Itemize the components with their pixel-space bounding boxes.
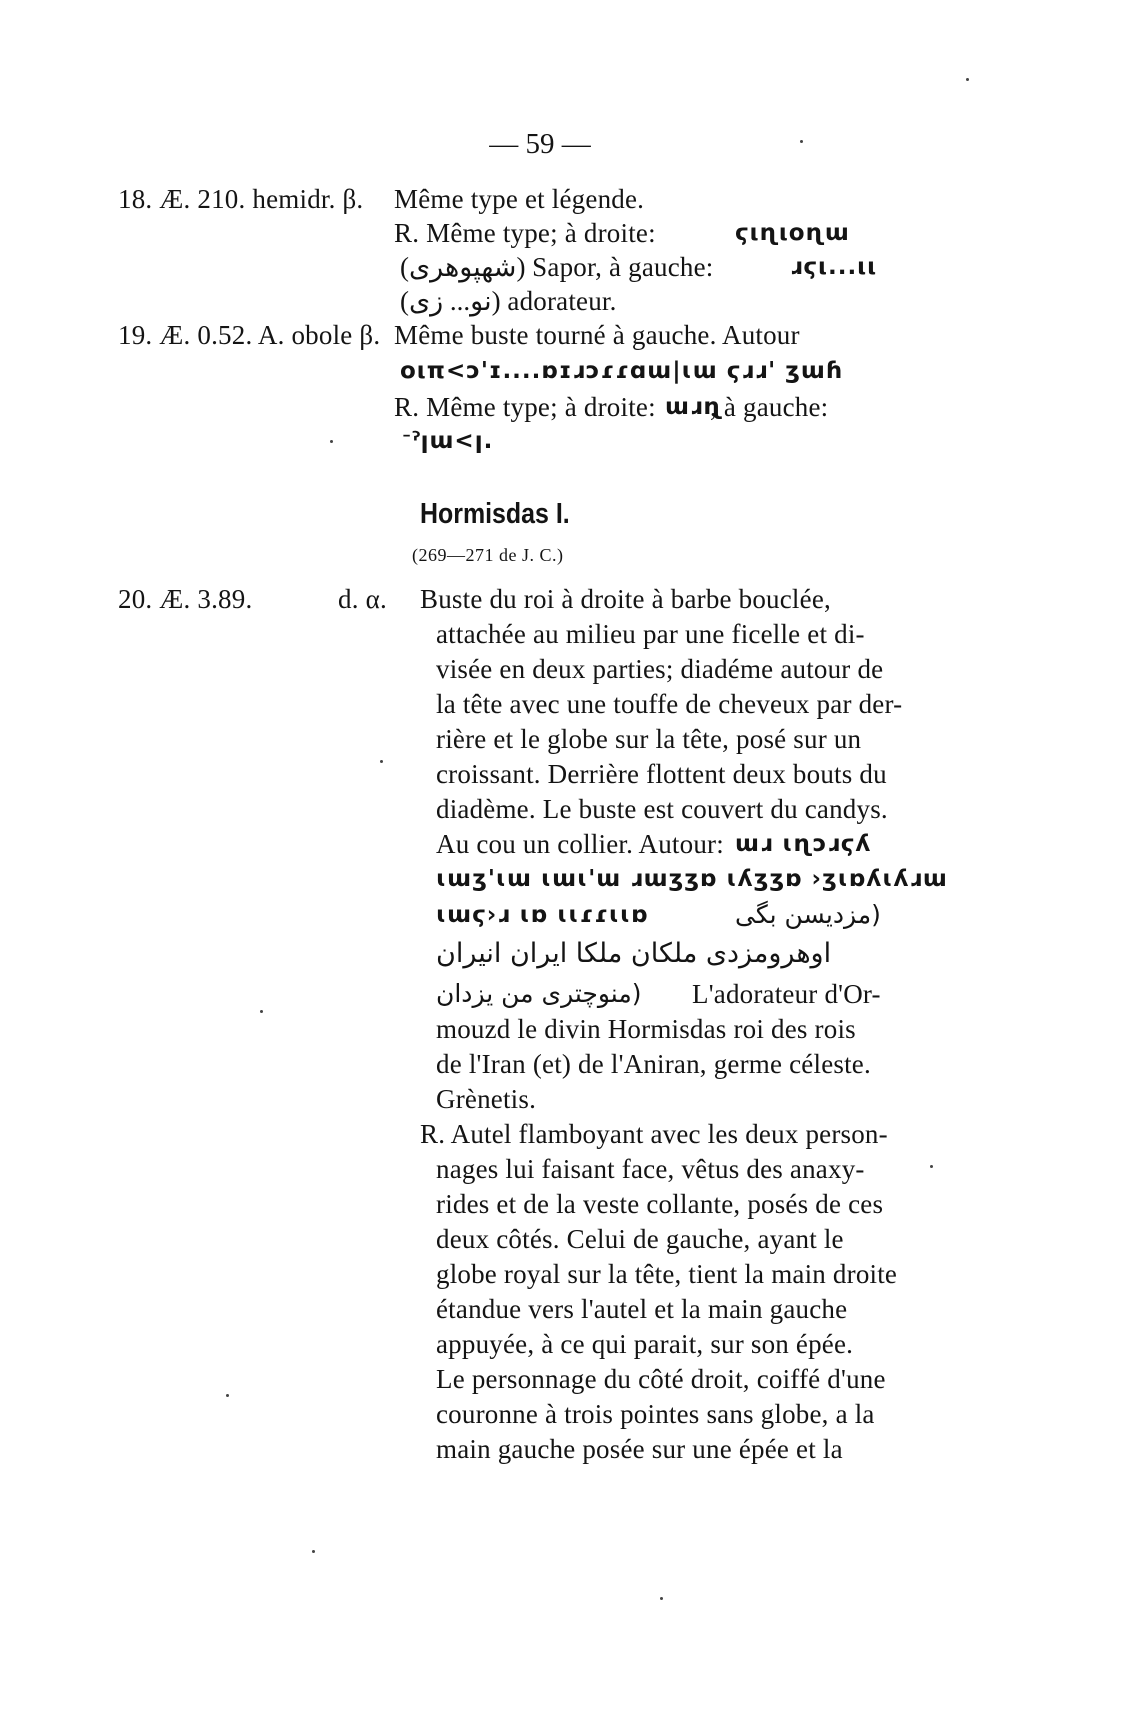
scan-speck [800, 140, 803, 143]
obverse-line-6: croissant. Derrière flottent deux bouts du [436, 759, 887, 789]
entry-18-label: 18. Æ. 210. hemidr. β. [118, 184, 364, 214]
scan-speck [330, 440, 333, 443]
reverse-line-3: rides et de la veste collante, posés de ces [436, 1189, 884, 1219]
entry-19-line-3: , à gauche: [710, 392, 829, 422]
obverse-line-8: Au cou un collier. Autour: [436, 829, 724, 859]
obverse-tail-3: de l'Iran (et) de l'Aniran, germe céleste. [436, 1049, 871, 1079]
obverse-line-5: rière et le globe sur la tête, posé sur un [436, 724, 862, 754]
reverse-line-2: nages lui faisant face, vêtus des anaxy- [436, 1154, 865, 1184]
entry-18-line-4: (نو... زی) adorateur. [400, 286, 617, 316]
obverse-line-2: attachée au milieu par une ficelle et di- [436, 619, 865, 649]
reverse-line-10: main gauche posée sur une épée et la [436, 1434, 843, 1464]
script-line-2: ɩɯʒ'ɩɯ ɩɯɩ'ɯ ɹɯʒʒɒ ɩʎʒʒɒ ›ʒɩɒʎɩʎɹɯ [436, 866, 948, 892]
entry-18-line-3: (شهپوهری) Sapor, à gauche: [400, 252, 714, 282]
reverse-line-1: R. Autel flamboyant avec les deux person- [420, 1119, 888, 1149]
obverse-tail-1: L'adorateur d'Or- [692, 979, 881, 1009]
obverse-tail-2: mouzd le divin Hormisdas roi des rois [436, 1014, 856, 1044]
scan-speck [660, 1597, 663, 1600]
scan-speck [260, 1010, 263, 1013]
obverse-line-3: visée en deux parties; diadéme autour de [436, 654, 884, 684]
scan-speck [930, 1165, 933, 1168]
entry-18-script-2: ɹϛι...ιι [790, 254, 878, 280]
reverse-line-7: appuyée, à ce qui parait, sur son épée. [436, 1329, 854, 1359]
reverse-line-5: globe royal sur la tête, tient la main droite [436, 1259, 898, 1289]
entry-19-label: 19. Æ. 0.52. A. obole β. [118, 320, 381, 350]
arabic-line-2: اوهرومزدی ملکان ملکا ایران انیران [436, 938, 832, 969]
entry-20-label-2: d. α. [338, 584, 387, 614]
scan-speck [226, 1394, 229, 1397]
arabic-line-1: (مزدیسن بگی [735, 900, 881, 929]
scan-speck [966, 78, 969, 81]
reverse-line-8: Le personnage du côté droit, coiffé d'une [436, 1364, 886, 1394]
obverse-line-4: la tête avec une touffe de cheveux par der- [436, 689, 903, 719]
entry-19-script-3: ᐨˀꞁɯ<ꞁ. [402, 428, 494, 454]
arabic-line-3: (منوچتری من یزدان [436, 979, 642, 1008]
entry-18-line-1: Même type et légende. [394, 184, 645, 214]
section-dates: (269—271 de J. C.) [412, 545, 564, 565]
scan-speck [380, 760, 383, 763]
obverse-line-1: Buste du roi à droite à barbe bouclée, [420, 584, 831, 614]
page-number: — 59 — [489, 128, 591, 160]
entry-18-script-1: ϛιɳιοɳɯ [735, 220, 850, 246]
scan-speck [312, 1550, 315, 1553]
reverse-line-4: deux côtés. Celui de gauche, ayant le [436, 1224, 844, 1254]
entry-19-script-2: ɯɹɳ [665, 394, 723, 420]
entry-19-line-2: R. Même type; à droite: [394, 392, 656, 422]
section-title: Hormisdas I. [420, 498, 570, 530]
script-line-3: ɩɯϛ›ɹ ɩɒ ɩɩɾɾɩɩɒ [436, 902, 649, 928]
entry-19-script-1: οιπ<ↄ'ɪ....ɒɪɹɔɾɾɑɯ|ɩɯ ϛɹɹ' ʒɯɦ [400, 358, 844, 384]
script-line-1: ɯɹ ɩɳɔɹϛʎ [735, 831, 872, 857]
reverse-line-6: étandue vers l'autel et la main gauche [436, 1294, 848, 1324]
obverse-line-7: diadème. Le buste est couvert du candys. [436, 794, 888, 824]
entry-20-label: 20. Æ. 3.89. [118, 584, 253, 614]
entry-19-line-1: Même buste tourné à gauche. Autour [394, 320, 800, 350]
reverse-line-9: couronne à trois pointes sans globe, a la [436, 1399, 875, 1429]
entry-18-line-2: R. Même type; à droite: [394, 218, 656, 248]
obverse-tail-4: Grènetis. [436, 1084, 537, 1114]
